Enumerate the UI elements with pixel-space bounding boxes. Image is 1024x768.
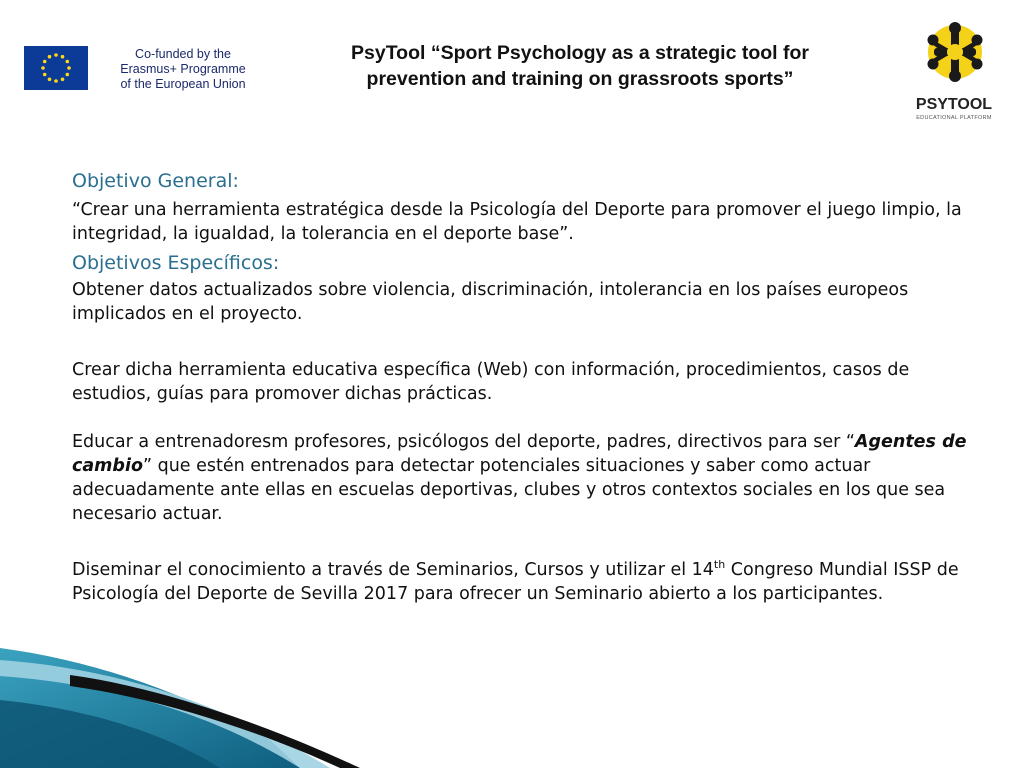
specific-objective-1: Obtener datos actualizados sobre violencia, discriminación, intolerancia en los países europeos implicados en el proyecto.	[72, 280, 909, 324]
objective-4-text-start: Diseminar el conocimiento a través de Seminarios, Cursos y utilizar el 14	[72, 560, 714, 580]
eu-text-line-1: Co-funded by the	[135, 47, 231, 61]
eu-cofunding-logo	[24, 46, 264, 94]
objective-3-text-end: ” que estén entrenados para detectar potenciales situaciones y saber como actuar adecuadamente ante ellas en escuelas deportivas, clubes y otros contextos sociales en los que sea necesario actuar.	[72, 456, 946, 524]
objectives-specific-heading: Objetivos Específicos:	[72, 252, 280, 274]
psytool-logo-tagline: EDUCATIONAL PLATFORM	[916, 115, 992, 121]
specific-objective-3	[72, 430, 972, 526]
slide-content	[72, 168, 972, 606]
psytool-logo-name: PSYTOOL	[915, 96, 993, 113]
header-title-line-1: PsyTool “Sport Psychology as a strategic tool for	[351, 42, 809, 64]
objective-3-text-start: Educar a entrenadoresm profesores, psicólogos del deporte, padres, directivos para ser “	[72, 432, 855, 452]
specific-objective-2: Crear dicha herramienta educativa específica (Web) con información, procedimientos, casos de estudios, guías para promover dichas prácticas.	[72, 360, 910, 404]
eu-text-line-2: Erasmus+ Programme	[120, 62, 246, 76]
objective-3-emphasis: Agentes de cambio	[72, 432, 967, 476]
header-title-line-2: prevention and training on grassroots sports”	[366, 68, 794, 90]
slide-header-title	[280, 40, 880, 92]
psytool-logo	[904, 20, 1004, 130]
eu-text-line-3: of the European Union	[120, 77, 246, 91]
eu-cofunding-text	[98, 47, 268, 92]
objective-general-text: “Crear una herramienta estratégica desde la Psicología del Deporte para promover el juego limpio, la integridad, la igualdad, la tolerancia en el deporte base”.	[72, 200, 962, 244]
objective-general-heading: Objetivo General:	[72, 170, 239, 192]
objective-4-text-end: Congreso Mundial ISSP de Psicología del Deporte de Sevilla 2017 para ofrecer un Seminario abierto a los participantes.	[72, 560, 959, 604]
eu-flag-icon	[24, 46, 88, 90]
objective-4-superscript: th	[713, 558, 726, 572]
specific-objective-4	[72, 558, 972, 606]
psytool-emblem-icon	[926, 20, 984, 84]
